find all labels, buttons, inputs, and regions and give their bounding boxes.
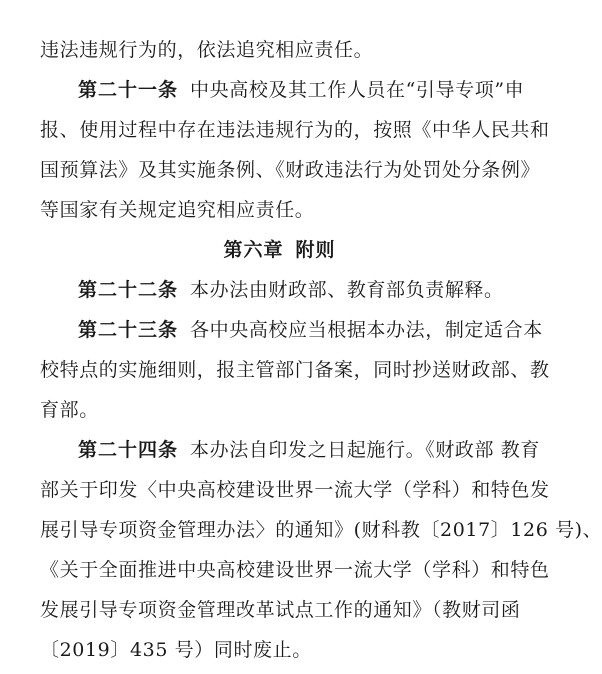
text-line bbox=[40, 390, 519, 430]
line-text: 各中央高校应当根据本办法，制定适合本 bbox=[190, 319, 543, 341]
line-text: 校特点的实施细则，报主管部门备案，同时抄送财政部、教 bbox=[40, 359, 550, 381]
line-text: 国预算法》及其实施条例、《财政违法行为处罚处分条例》 bbox=[40, 159, 541, 181]
line-text: 中央高校及其工作人员在“引导专项”申 bbox=[190, 79, 525, 101]
article-number: 第二十二条 bbox=[78, 279, 179, 301]
text-line bbox=[40, 470, 550, 510]
chapter-title: 附则 bbox=[295, 239, 336, 261]
article-21-first-line bbox=[40, 70, 525, 110]
line-text: 育部。 bbox=[40, 399, 99, 421]
line-text: 本办法由财政部、教育部负责解释。 bbox=[190, 279, 504, 301]
line-text: 《关于全面推进中央高校建设世界一流大学（学科）和特色 bbox=[40, 559, 550, 581]
text-line bbox=[40, 550, 550, 590]
text-line bbox=[40, 510, 602, 550]
text-line bbox=[40, 190, 519, 230]
line-text: 发展引导专项资金管理改革试点工作的通知》（教财司函 bbox=[40, 599, 521, 621]
text-line bbox=[40, 110, 550, 150]
article-22-first-line bbox=[40, 270, 519, 310]
line-text: 等国家有关规定追究相应责任。 bbox=[40, 199, 315, 221]
text-line bbox=[40, 590, 519, 630]
chapter-number: 第六章 bbox=[223, 239, 284, 261]
article-number: 第二十一条 bbox=[78, 79, 179, 101]
article-23-first-line bbox=[40, 310, 543, 350]
text-line bbox=[40, 630, 519, 670]
article-24-first-line bbox=[40, 430, 540, 470]
line-text: 〔2019〕435 号）同时废止。 bbox=[40, 639, 312, 661]
text-line bbox=[40, 150, 541, 190]
line-text: 违法违规行为的，依法追究相应责任。 bbox=[40, 39, 374, 61]
text-line bbox=[40, 30, 519, 70]
text-line bbox=[40, 350, 550, 390]
line-text: 展引导专项资金管理办法〉的通知》(财科教〔2017〕126 号)、 bbox=[40, 519, 602, 541]
line-text: 报、使用过程中存在违法违规行为的，按照《中华人民共和 bbox=[40, 119, 550, 141]
chapter-heading bbox=[40, 230, 519, 270]
line-text: 部关于印发〈中央高校建设世界一流大学（学科）和特色发 bbox=[40, 479, 550, 501]
article-number: 第二十三条 bbox=[78, 319, 179, 341]
article-number: 第二十四条 bbox=[78, 439, 179, 461]
line-text: 本办法自印发之日起施行。《财政部 教育 bbox=[190, 439, 540, 461]
